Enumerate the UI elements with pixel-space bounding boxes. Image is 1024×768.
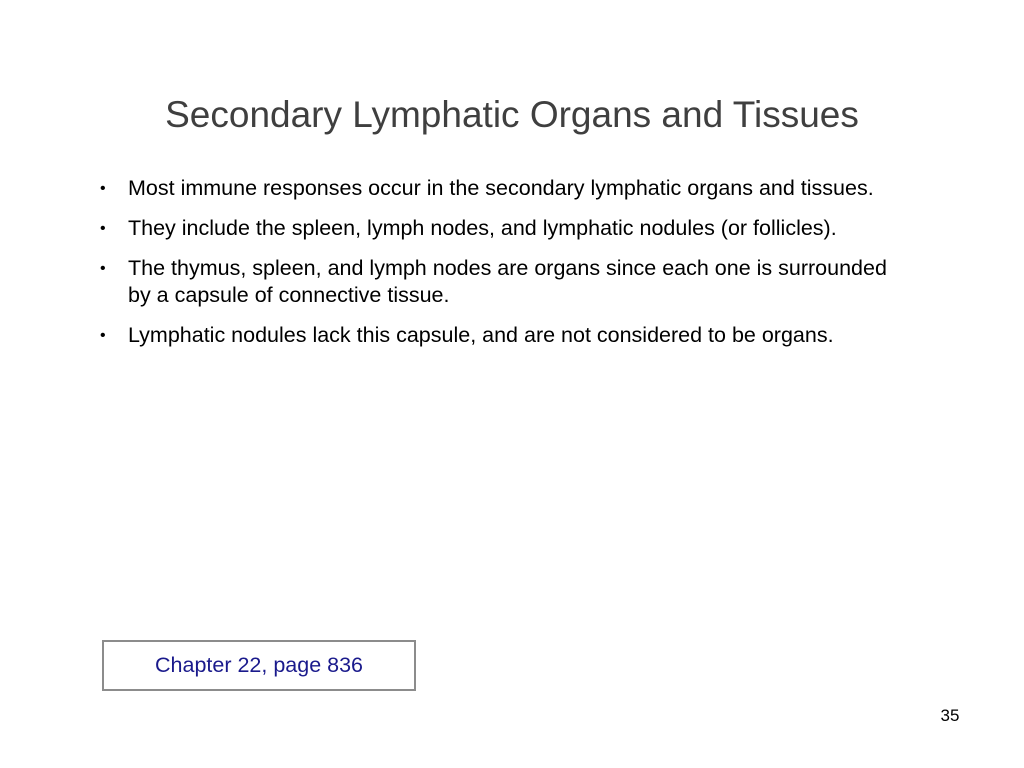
- page-number: 35: [940, 706, 960, 725]
- bullet-marker: •: [100, 180, 106, 197]
- bullet-item: [100, 255, 890, 309]
- bullet-text: Lymphatic nodules lack this capsule, and are not considered to be organs.: [128, 323, 834, 347]
- bullet-text: The thymus, spleen, and lymph nodes are organs since each one is surrounded by a capsule of connective tissue.: [128, 256, 887, 307]
- bullet-item: [100, 215, 890, 242]
- bullet-marker: •: [100, 220, 106, 237]
- bullet-marker: •: [100, 327, 106, 344]
- reference-box: [102, 640, 416, 691]
- bullet-text: Most immune responses occur in the secondary lymphatic organs and tissues.: [128, 176, 874, 200]
- slide-title: Secondary Lymphatic Organs and Tissues: [165, 94, 859, 135]
- reference-text: Chapter 22, page 836: [155, 653, 363, 677]
- bullet-item: [100, 322, 890, 349]
- bullet-list: [100, 175, 890, 362]
- bullet-marker: •: [100, 260, 106, 277]
- bullet-text: They include the spleen, lymph nodes, and lymphatic nodules (or follicles).: [128, 216, 837, 240]
- bullet-item: [100, 175, 890, 202]
